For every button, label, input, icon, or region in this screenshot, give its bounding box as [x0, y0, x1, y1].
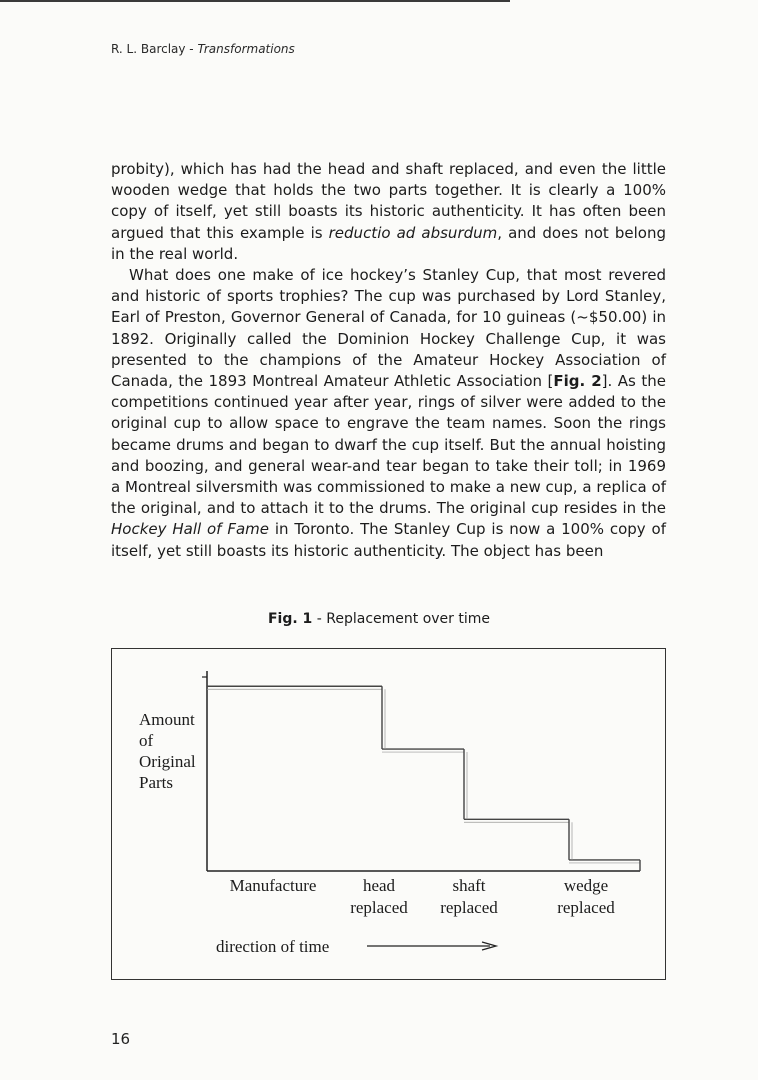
x-tick-label-line2: replaced — [350, 898, 408, 917]
figure-2-reference: Fig. 2 — [553, 372, 602, 391]
running-head — [111, 42, 295, 56]
x-tick-label-line2: replaced — [440, 898, 498, 917]
y-axis-label-line: Original — [139, 752, 196, 771]
step-chart — [112, 649, 667, 981]
paragraph-1 — [111, 159, 666, 265]
direction-of-time-label: direction of time — [216, 937, 330, 956]
paragraph-2-text-a: What does one make of ice hockey’s Stanley Cup, that most revered and historic of sports trophies? The cup was purchased by Lord Stanley, Earl of Preston, Governor General of Canada, for 10 guineas (~$50.00) in 1892. Originally called the Dominion Hockey Challenge Cup, it was presented to the champions of the Amateur Hockey Association of Canada, the 1893 Montreal Amateur Athletic Association [ — [111, 266, 666, 391]
x-tick-label: shaft — [452, 876, 486, 895]
chart-series — [207, 686, 640, 871]
y-axis-label-line: Parts — [139, 773, 173, 792]
direction-of-time — [216, 937, 496, 956]
paragraph-1-text-a: probity), which has had the head and shaft replaced, and even the little wooden wedge that holds the two parts together. It is clearly a 100% copy of itself, yet still boasts its historic authenticity. It has often been argued that this example is — [111, 160, 666, 242]
figure-frame — [111, 648, 666, 980]
paragraph-1-text-b: , and does not belong in the real world. — [111, 223, 666, 263]
figure-caption — [0, 611, 758, 627]
figure-caption-label: Fig. 1 — [267, 611, 313, 627]
x-tick-label: Manufacture — [229, 876, 317, 895]
x-tick-label-line2: replaced — [557, 898, 615, 917]
x-tick-label: wedge — [563, 876, 609, 895]
x-axis-labels — [230, 876, 616, 917]
chart-axes — [202, 671, 640, 871]
y-axis-label — [139, 710, 196, 792]
paragraph-2 — [111, 265, 666, 562]
paragraph-1-italic: reductio ad absurdum — [328, 223, 498, 242]
body-text — [111, 159, 666, 562]
y-axis-label-line: of — [139, 731, 154, 750]
page-number: 16 — [111, 1030, 131, 1048]
top-rule — [0, 0, 510, 2]
running-head-author: R. L. Barclay - — [111, 42, 198, 56]
running-head-title: Transformations — [197, 42, 295, 56]
x-tick-label: head — [362, 876, 396, 895]
paragraph-2-text-c: in Toronto. The Stanley Cup is now a 100% copy of itself, yet still boasts its historic authenticity. The object has been — [111, 520, 666, 560]
paragraph-2-italic: Hockey Hall of Fame — [111, 520, 269, 539]
y-axis-label-line: Amount — [139, 710, 195, 729]
figure-caption-text: - Replacement over time — [312, 611, 491, 627]
paragraph-2-text-b: ]. As the competitions continued year after year, rings of silver were added to the original cup to allow space to engrave the team names. Soon the rings became drums and began to dwarf the cup itself. But the annual hoisting and boozing, and general wear-and tear began to take their toll; in 1969 a Montreal silversmith was commissioned to make a new cup, a replica of the original, and to attach it to the drums. The original cup resides in the — [111, 372, 667, 518]
